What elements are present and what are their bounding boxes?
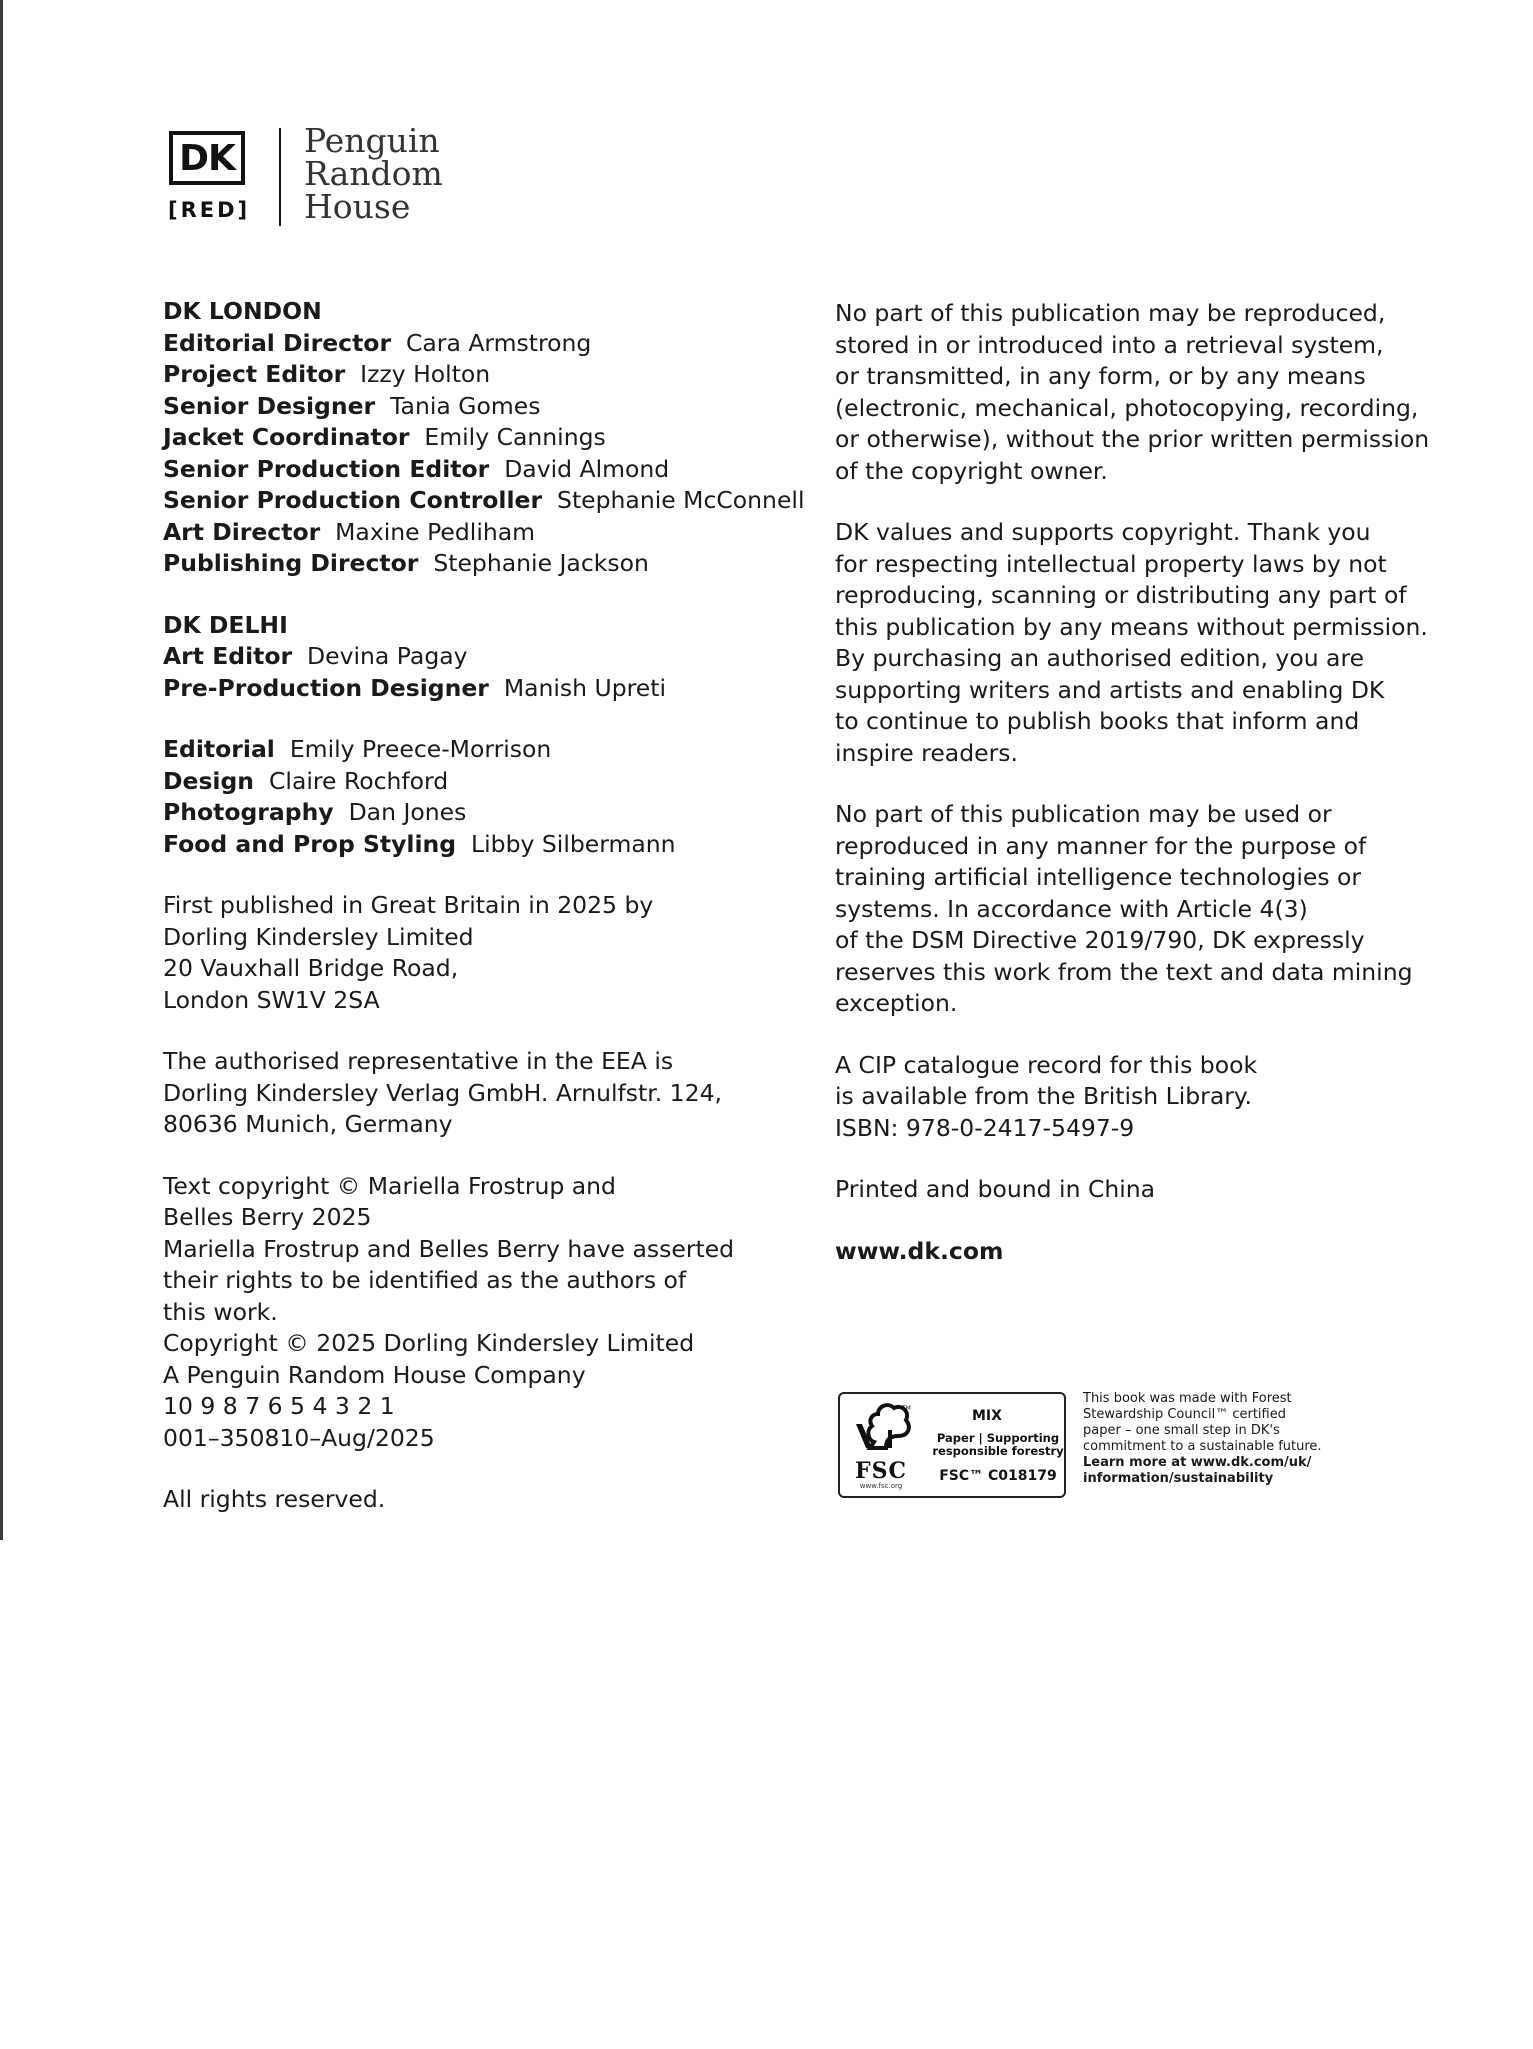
text-line: training artificial intelligence technologies or <box>835 863 1362 891</box>
eea-representative <box>163 1046 783 1141</box>
text-line: their rights to be identified as the authors of <box>163 1266 687 1294</box>
text-line: inspire readers. <box>835 738 1018 767</box>
text-line: No part of this publication may be reproduced, <box>835 299 1386 327</box>
printed-in: Printed and bound in China <box>835 1175 1156 1203</box>
text-line: systems. In accordance with Article 4(3) <box>835 894 1308 923</box>
fsc-paper-label <box>930 1432 1066 1458</box>
text-line: 001–350810–Aug/2025 <box>163 1423 435 1452</box>
left-column <box>163 296 805 1516</box>
prh-line: House <box>304 187 411 226</box>
prh-line: Penguin <box>304 121 440 160</box>
text-line: or otherwise), without the prior written permission <box>835 425 1430 453</box>
credit-row <box>163 328 783 360</box>
copyright-notice <box>163 1171 783 1455</box>
credit-name: Claire Rochford <box>269 766 449 795</box>
text-line: is available from the British Library. <box>835 1082 1252 1110</box>
text-line: reserves this work from the text and data mining <box>835 957 1413 986</box>
page-edge-mark <box>0 0 3 1540</box>
fsc-logo-letters: FSC <box>854 1458 908 1484</box>
dk-delhi-heading: DK DELHI <box>163 610 288 639</box>
credit-role: Senior Production Controller <box>163 486 543 514</box>
text-line: The authorised representative in the EEA is <box>163 1047 674 1075</box>
publisher-logo <box>168 121 498 228</box>
credit-role: Art Director <box>163 517 321 546</box>
right-column <box>835 298 1465 1267</box>
text-line: of the copyright owner. <box>835 456 1108 485</box>
text-line: Copyright © 2025 Dorling Kindersley Limited <box>163 1329 695 1357</box>
credit-row <box>163 391 783 423</box>
credit-role: Senior Designer <box>163 391 376 420</box>
credit-name: Emily Preece-Morrison <box>289 735 552 763</box>
text-line: for respecting intellectual property laws by not <box>835 549 1387 578</box>
credit-row <box>163 422 783 454</box>
text-line: A CIP catalogue record for this book <box>835 1050 1258 1079</box>
credit-row <box>163 797 783 829</box>
logo-divider <box>279 128 281 226</box>
credit-role: Project Editor <box>163 360 346 388</box>
credit-role: Senior Production Editor <box>163 454 490 483</box>
isbn: ISBN: 978-0-2417-5497-9 <box>835 1113 1135 1142</box>
fsc-url: www.fsc.org <box>859 1482 903 1490</box>
credit-role: Photography <box>163 798 334 826</box>
text-line: Mariella Frostrup and Belles Berry have asserted <box>163 1234 735 1263</box>
penguin-random-house-wordmark <box>304 121 443 226</box>
ai-training-notice <box>835 799 1465 1020</box>
credit-role: Editorial <box>163 735 275 763</box>
text-line: reproduced in any manner for the purpose of <box>835 831 1367 860</box>
text-line: reproducing, scanning or distributing any part of <box>835 581 1407 609</box>
london-credits <box>163 328 805 580</box>
text-line: DK values and supports copyright. Thank you <box>835 518 1371 546</box>
credit-name: Emily Cannings <box>424 423 606 451</box>
credit-name: Stephanie McConnell <box>557 486 805 514</box>
credit-name: Manish Upreti <box>503 673 666 702</box>
credit-row <box>163 734 783 766</box>
copyright-values-notice <box>835 517 1465 769</box>
credit-name: Tania Gomes <box>390 391 541 420</box>
fsc-license-code: FSC™ C018179 <box>939 1468 1057 1484</box>
text-line: exception. <box>835 989 958 1017</box>
sustainability-link[interactable]: information/sustainability <box>1083 1471 1274 1486</box>
fsc-mix-label: MIX <box>972 1408 1002 1424</box>
fsc-paper-line: Paper | Supporting <box>936 1431 1060 1445</box>
credit-role: Food and Prop Styling <box>163 829 457 858</box>
text-line: stored in or introduced into a retrieval system, <box>835 330 1384 359</box>
sustainability-link[interactable]: Learn more at www.dk.com/uk/ <box>1083 1455 1312 1470</box>
reproduction-notice <box>835 298 1465 487</box>
dk-logo-text: DK <box>179 137 235 179</box>
fsc-paper-line: responsible forestry <box>932 1444 1064 1458</box>
text-line: Stewardship Council™ certified <box>1083 1407 1286 1422</box>
text-line: First published in Great Britain in 2025 by <box>163 891 654 919</box>
prh-line: Random <box>304 154 443 193</box>
text-line: No part of this publication may be used or <box>835 800 1332 828</box>
credit-role: Art Editor <box>163 642 293 670</box>
credit-name: Izzy Holton <box>360 360 491 388</box>
cip-record <box>835 1050 1465 1145</box>
text-line: Dorling Kindersley Verlag GmbH. Arnulfstr. 124, <box>163 1078 722 1107</box>
credit-row <box>163 517 783 549</box>
credit-name: Libby Silbermann <box>471 829 676 858</box>
text-line: A Penguin Random House Company <box>163 1360 586 1389</box>
dk-red-imprint: [RED] <box>168 198 251 222</box>
credit-role: Publishing Director <box>163 549 419 577</box>
publication-info <box>163 890 783 1016</box>
text-line: or transmitted, in any form, or by any means <box>835 362 1366 390</box>
credit-row <box>163 641 783 673</box>
svg-text:TM: TM <box>902 1405 911 1412</box>
credit-name: David Almond <box>504 454 670 483</box>
text-line: 20 Vauxhall Bridge Road, <box>163 954 459 982</box>
credit-role: Jacket Coordinator <box>163 423 410 451</box>
text-line: By purchasing an authorised edition, you are <box>835 644 1365 672</box>
text-line: Dorling Kindersley Limited <box>163 922 474 951</box>
text-line: 80636 Munich, Germany <box>163 1110 453 1138</box>
credit-role: Editorial Director <box>163 328 392 357</box>
credit-row <box>163 766 783 798</box>
text-line: This book was made with Forest <box>1083 1391 1292 1406</box>
text-line: 10 9 8 7 6 5 4 3 2 1 <box>163 1392 395 1420</box>
credit-name: Stephanie Jackson <box>433 549 649 577</box>
dk-logo-box <box>169 131 245 185</box>
dk-london-heading: DK LONDON <box>163 297 322 325</box>
text-line: commitment to a sustainable future. <box>1083 1439 1322 1454</box>
text-line: Belles Berry 2025 <box>163 1203 372 1231</box>
credit-name: Cara Armstrong <box>406 328 592 357</box>
text-line: supporting writers and artists and enabling DK <box>835 675 1385 704</box>
credit-role: Pre-Production Designer <box>163 673 489 702</box>
text-line: this publication by any means without permission. <box>835 612 1428 641</box>
fsc-tree-icon <box>850 1402 914 1460</box>
text-line: to continue to publish books that inform and <box>835 707 1360 735</box>
credit-row <box>163 829 783 861</box>
text-line: this work. <box>163 1297 278 1326</box>
fsc-certification-badge <box>838 1392 1066 1498</box>
delhi-credits <box>163 641 783 704</box>
credit-name: Dan Jones <box>348 798 467 826</box>
credit-row <box>163 454 783 486</box>
credit-row <box>163 485 805 517</box>
all-rights-reserved: All rights reserved. <box>163 1485 386 1513</box>
fsc-sustainability-note <box>1083 1391 1383 1487</box>
text-line: Text copyright © Mariella Frostrup and <box>163 1171 616 1200</box>
text-line: of the DSM Directive 2019/790, DK expressly <box>835 926 1365 954</box>
credit-name: Devina Pagay <box>307 642 468 670</box>
credit-name: Maxine Pedliham <box>335 517 536 546</box>
credit-row <box>163 673 783 705</box>
book-credits <box>163 734 783 860</box>
website-link[interactable]: www.dk.com <box>835 1236 1004 1265</box>
text-line: (electronic, mechanical, photocopying, recording, <box>835 393 1419 422</box>
credit-row <box>163 359 783 391</box>
text-line: London SW1V 2SA <box>163 985 380 1014</box>
credit-role: Design <box>163 766 255 795</box>
credit-row <box>163 548 783 580</box>
text-line: paper – one small step in DK's <box>1083 1423 1280 1438</box>
